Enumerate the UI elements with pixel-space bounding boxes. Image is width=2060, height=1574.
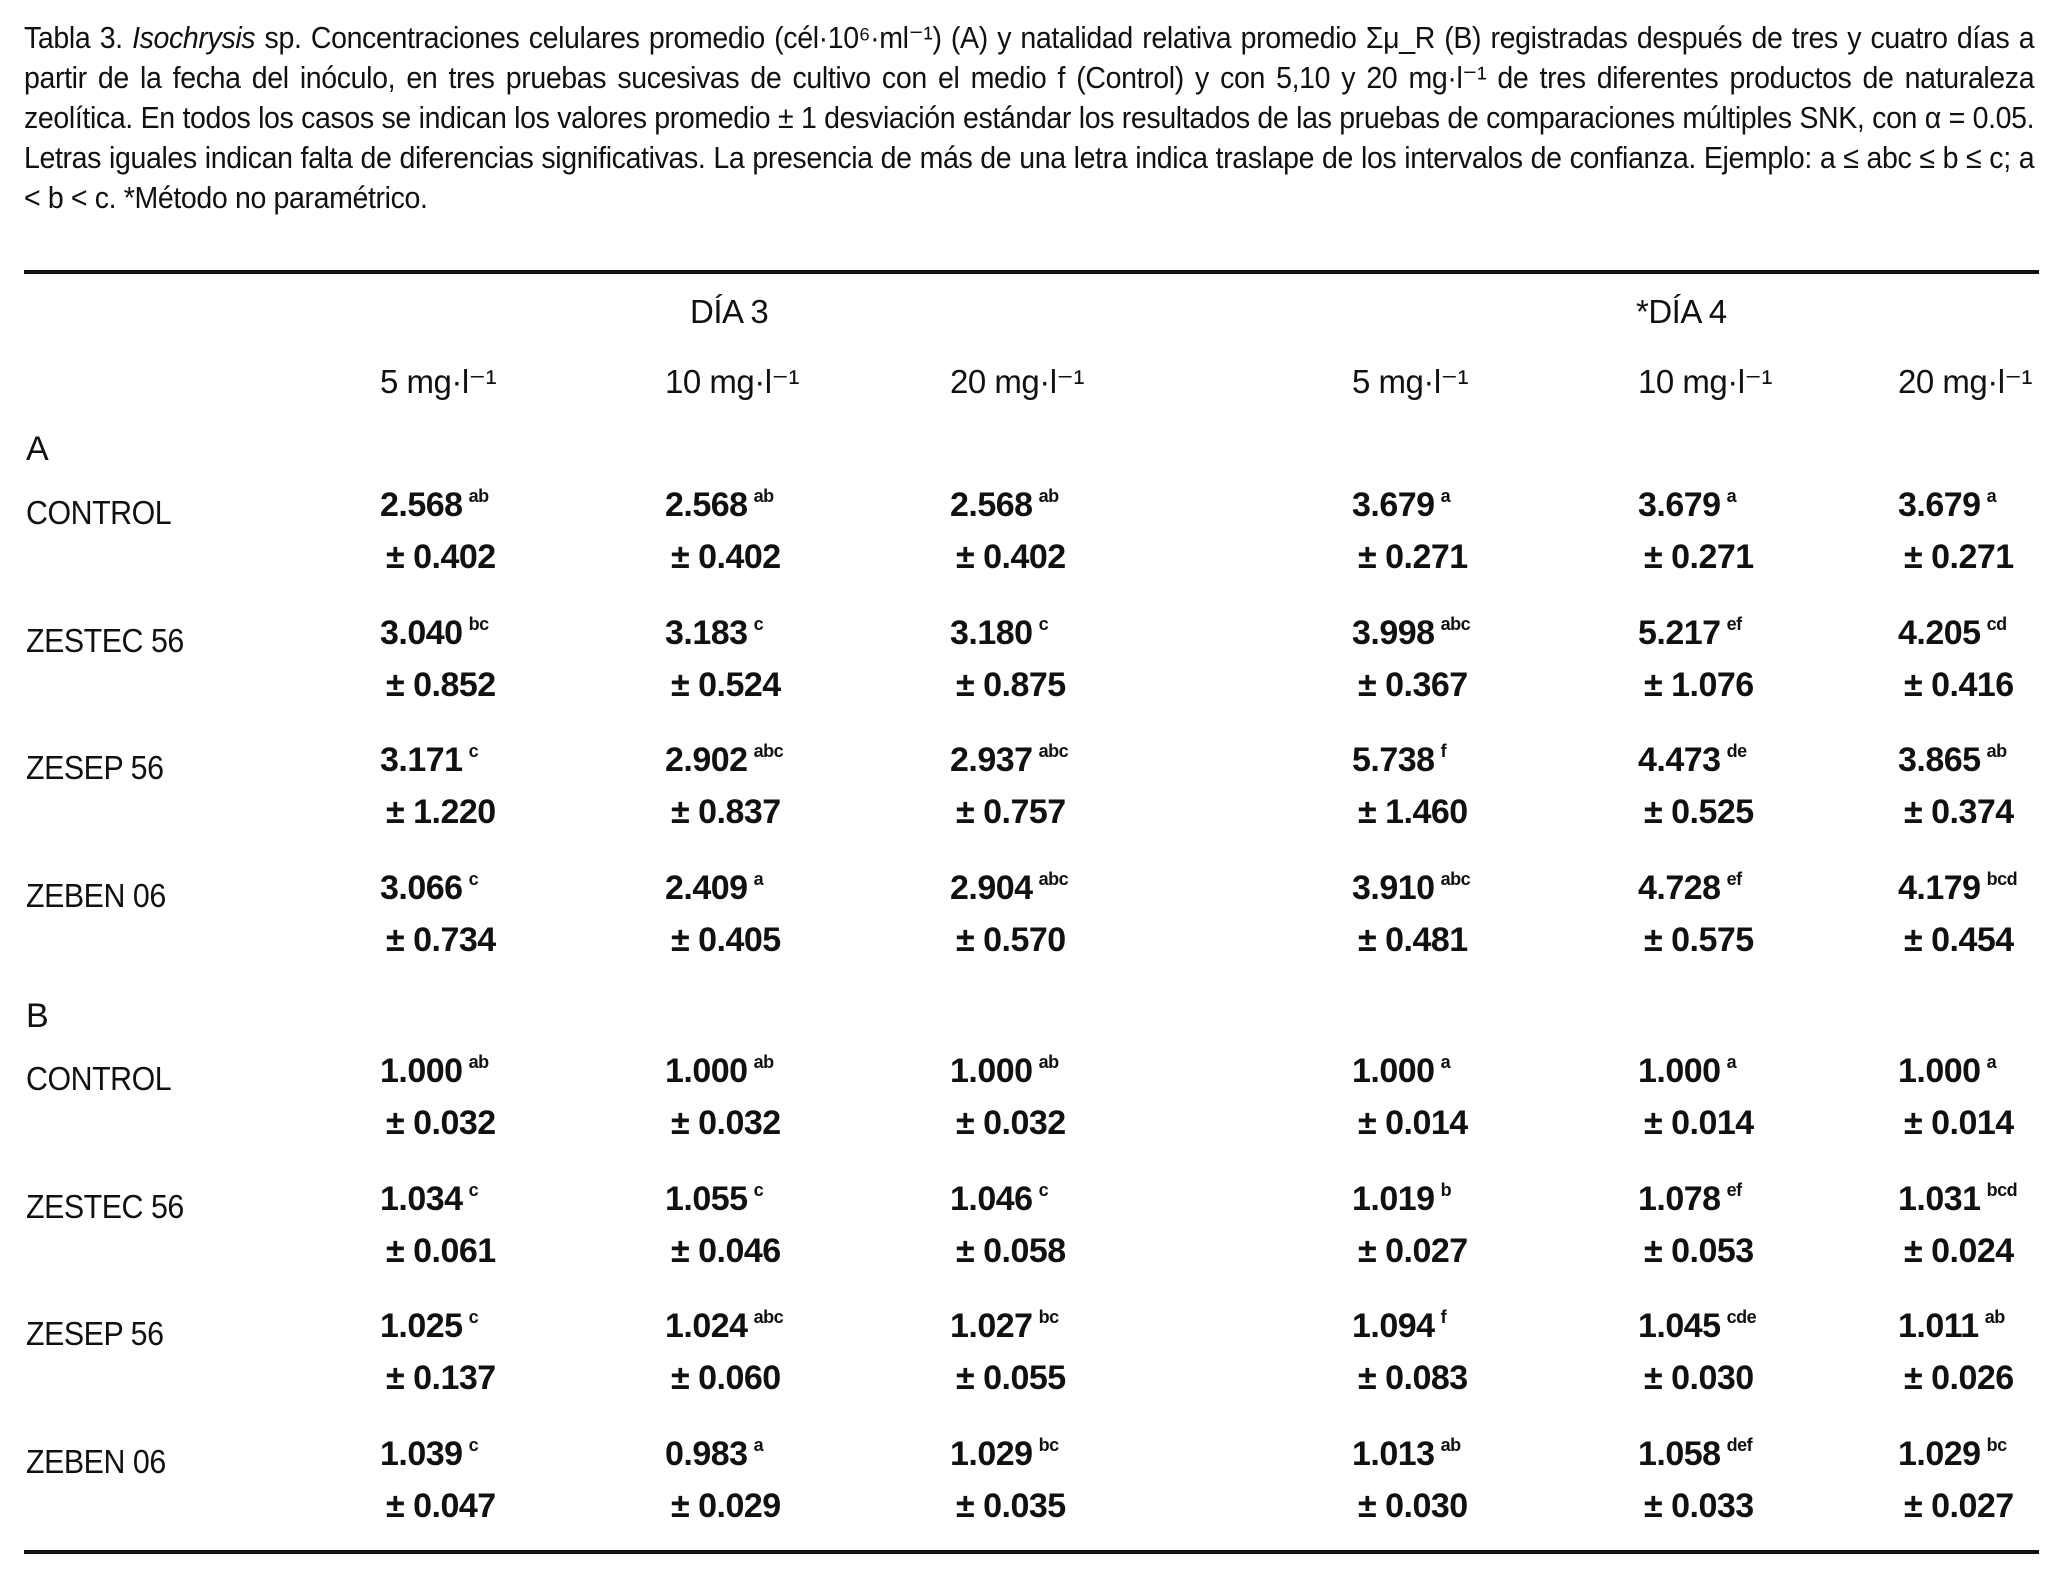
significance-letters: c [468, 741, 479, 761]
mean-value: 4.473 [1638, 741, 1721, 779]
column-header: 20 mg·l⁻¹ [1898, 363, 2032, 400]
significance-letters: a [1440, 486, 1451, 506]
section-label: B [26, 997, 49, 1035]
significance-letters: ef [1726, 1180, 1742, 1200]
mean-value: 1.013 [1352, 1435, 1435, 1473]
table-top-rule [24, 270, 2039, 274]
cell-sd: ± 0.454 [1904, 921, 2014, 959]
mean-value: 5.738 [1352, 741, 1435, 779]
significance-letters: ab [753, 1052, 774, 1072]
mean-value: 1.000 [665, 1052, 748, 1090]
cell-sd: ± 0.032 [386, 1104, 496, 1142]
cell-mean [665, 869, 763, 908]
column-header: 5 mg·l⁻¹ [380, 363, 497, 400]
cell-mean [1898, 741, 2007, 780]
significance-letters: bc [468, 614, 489, 634]
mean-value: 2.937 [950, 741, 1033, 779]
significance-letters: bcd [1986, 869, 2018, 889]
cell-sd: ± 0.032 [956, 1104, 1066, 1142]
cell-sd: ± 0.047 [386, 1487, 496, 1525]
significance-letters: ab [1986, 741, 2007, 761]
cell-sd: ± 1.220 [386, 793, 496, 831]
cell-sd: ± 0.083 [1358, 1359, 1468, 1397]
significance-letters: ab [753, 486, 774, 506]
significance-letters: def [1726, 1435, 1753, 1455]
mean-value: 1.029 [950, 1435, 1033, 1473]
cell-mean [665, 1307, 783, 1346]
cell-sd: ± 0.524 [671, 666, 781, 704]
cell-sd: ± 0.026 [1904, 1359, 2014, 1397]
row-label: CONTROL [26, 494, 172, 531]
cell-sd: ± 0.024 [1904, 1232, 2014, 1270]
cell-sd: ± 0.030 [1644, 1359, 1754, 1397]
significance-letters: abc [1440, 869, 1471, 889]
mean-value: 1.000 [1898, 1052, 1981, 1090]
caption-prefix: Tabla 3. [24, 20, 133, 55]
cell-sd: ± 0.875 [956, 666, 1066, 704]
cell-mean [380, 486, 489, 525]
mean-value: 2.904 [950, 869, 1033, 907]
cell-mean [1352, 1307, 1446, 1346]
cell-mean [1898, 1052, 1996, 1091]
cell-mean [1898, 486, 1996, 525]
cell-sd: ± 0.367 [1358, 666, 1468, 704]
cell-mean [665, 1435, 763, 1474]
cell-mean [1638, 614, 1742, 653]
cell-sd: ± 0.405 [671, 921, 781, 959]
mean-value: 3.180 [950, 614, 1033, 652]
significance-letters: abc [1038, 741, 1069, 761]
significance-letters: c [1038, 1180, 1049, 1200]
cell-mean [1352, 1052, 1450, 1091]
mean-value: 1.055 [665, 1180, 748, 1218]
significance-letters: cd [1986, 614, 2007, 634]
mean-value: 1.027 [950, 1307, 1033, 1345]
significance-letters: a [1986, 1052, 1997, 1072]
significance-letters: cde [1726, 1307, 1757, 1327]
significance-letters: a [753, 869, 764, 889]
mean-value: 1.025 [380, 1307, 463, 1345]
mean-value: 3.679 [1638, 486, 1721, 524]
cell-mean [380, 1052, 489, 1091]
mean-value: 3.910 [1352, 869, 1435, 907]
mean-value: 1.039 [380, 1435, 463, 1473]
cell-mean [950, 1180, 1048, 1219]
cell-sd: ± 0.402 [956, 538, 1066, 576]
cell-mean [1352, 869, 1470, 908]
column-header: 20 mg·l⁻¹ [950, 363, 1084, 400]
significance-letters: a [1726, 1052, 1737, 1072]
mean-value: 3.679 [1352, 486, 1435, 524]
cell-mean [1352, 741, 1446, 780]
mean-value: 4.205 [1898, 614, 1981, 652]
cell-mean [950, 1435, 1059, 1474]
cell-sd: ± 1.076 [1644, 666, 1754, 704]
mean-value: 1.034 [380, 1180, 463, 1218]
cell-sd: ± 0.033 [1644, 1487, 1754, 1525]
cell-mean [950, 741, 1068, 780]
mean-value: 1.031 [1898, 1180, 1981, 1218]
cell-mean [1898, 1180, 2017, 1219]
row-label: ZESEP 56 [26, 749, 164, 786]
row-label: ZEBEN 06 [26, 877, 166, 914]
row-label: ZESTEC 56 [26, 1188, 184, 1225]
row-label: ZESTEC 56 [26, 622, 184, 659]
cell-sd: ± 0.032 [671, 1104, 781, 1142]
mean-value: 1.000 [950, 1052, 1033, 1090]
cell-mean [950, 1052, 1059, 1091]
cell-mean [950, 486, 1059, 525]
significance-letters: bc [1038, 1307, 1059, 1327]
significance-letters: abc [1038, 869, 1069, 889]
cell-mean [1352, 1435, 1461, 1474]
row-label: CONTROL [26, 1060, 172, 1097]
cell-mean [1352, 486, 1450, 525]
significance-letters: ef [1726, 614, 1742, 634]
cell-sd: ± 0.060 [671, 1359, 781, 1397]
significance-letters: c [468, 1307, 479, 1327]
significance-letters: abc [753, 1307, 784, 1327]
mean-value: 2.902 [665, 741, 748, 779]
cell-mean [665, 486, 774, 525]
cell-mean [950, 869, 1068, 908]
mean-value: 1.046 [950, 1180, 1033, 1218]
mean-value: 3.865 [1898, 741, 1981, 779]
cell-sd: ± 0.402 [671, 538, 781, 576]
significance-letters: de [1726, 741, 1747, 761]
significance-letters: f [1440, 1307, 1447, 1327]
mean-value: 2.568 [665, 486, 748, 524]
cell-mean [1638, 1180, 1742, 1219]
cell-sd: ± 0.570 [956, 921, 1066, 959]
mean-value: 3.066 [380, 869, 463, 907]
cell-sd: ± 0.271 [1904, 538, 2014, 576]
cell-sd: ± 0.757 [956, 793, 1066, 831]
cell-sd: ± 0.137 [386, 1359, 496, 1397]
cell-sd: ± 0.852 [386, 666, 496, 704]
cell-mean [665, 741, 783, 780]
cell-sd: ± 0.014 [1644, 1104, 1754, 1142]
mean-value: 3.998 [1352, 614, 1435, 652]
significance-letters: a [1440, 1052, 1451, 1072]
significance-letters: ab [1038, 486, 1059, 506]
cell-mean [380, 741, 478, 780]
cell-mean [665, 1180, 763, 1219]
mean-value: 1.078 [1638, 1180, 1721, 1218]
significance-letters: a [753, 1435, 764, 1455]
cell-sd: ± 0.402 [386, 538, 496, 576]
significance-letters: ef [1726, 869, 1742, 889]
mean-value: 3.183 [665, 614, 748, 652]
column-header: 10 mg·l⁻¹ [665, 363, 799, 400]
cell-mean [1638, 1435, 1752, 1474]
row-label: ZESEP 56 [26, 1315, 164, 1352]
significance-letters: c [468, 1180, 479, 1200]
cell-mean [950, 614, 1048, 653]
significance-letters: ab [1440, 1435, 1461, 1455]
column-header: 10 mg·l⁻¹ [1638, 363, 1772, 400]
cell-mean [665, 1052, 774, 1091]
mean-value: 1.011 [1898, 1307, 1979, 1345]
cell-sd: ± 0.055 [956, 1359, 1066, 1397]
caption-species: Isochrysis [132, 20, 256, 55]
mean-value: 2.568 [380, 486, 463, 524]
significance-letters: f [1440, 741, 1447, 761]
cell-sd: ± 0.014 [1358, 1104, 1468, 1142]
significance-letters: c [468, 1435, 479, 1455]
mean-value: 1.000 [380, 1052, 463, 1090]
cell-sd: ± 0.525 [1644, 793, 1754, 831]
mean-value: 4.728 [1638, 869, 1721, 907]
mean-value: 3.040 [380, 614, 463, 652]
table-caption [24, 18, 2034, 218]
significance-letters: abc [1440, 614, 1471, 634]
mean-value: 2.568 [950, 486, 1033, 524]
cell-sd: ± 0.053 [1644, 1232, 1754, 1270]
cell-mean [1352, 1180, 1451, 1219]
cell-mean [665, 614, 763, 653]
mean-value: 1.058 [1638, 1435, 1721, 1473]
cell-mean [380, 614, 489, 653]
section-label: A [26, 430, 49, 468]
significance-letters: c [753, 1180, 764, 1200]
cell-mean [380, 869, 478, 908]
cell-mean [1638, 741, 1747, 780]
cell-mean [1638, 486, 1736, 525]
row-label: ZEBEN 06 [26, 1443, 166, 1480]
significance-letters: b [1440, 1180, 1452, 1200]
column-header: 5 mg·l⁻¹ [1352, 363, 1469, 400]
cell-sd: ± 0.027 [1358, 1232, 1468, 1270]
mean-value: 1.024 [665, 1307, 748, 1345]
cell-mean [1638, 1307, 1756, 1346]
significance-letters: bc [1986, 1435, 2007, 1455]
cell-sd: ± 0.046 [671, 1232, 781, 1270]
mean-value: 1.029 [1898, 1435, 1981, 1473]
caption-body: sp. Concentraciones celulares promedio (cél·10⁶·ml⁻¹) (A) y natalidad relativa promedio Σμ_R (B) registradas después de tres y cuatro días a partir de la fecha del inóculo, en tres pruebas sucesivas de cultivo con el medio f (Control) y con 5,10 y 20 mg·l⁻¹ de tres diferentes productos de naturaleza zeolítica. En todos los casos se indican los valores promedio ± 1 desviación estándar los resultados de las pruebas de comparaciones múltiples SNK, con α = 0.05. Letras iguales indican falta de diferencias significativas. La presencia de más de una letra indica traslape de los intervalos de confianza. Ejemplo: a ≤ abc ≤ b ≤ c; a < b < c. *Método no paramétrico. [24, 20, 2035, 215]
cell-mean [1898, 614, 2007, 653]
mean-value: 1.000 [1352, 1052, 1435, 1090]
cell-sd: ± 0.271 [1358, 538, 1468, 576]
significance-letters: bcd [1986, 1180, 2018, 1200]
cell-sd: ± 0.481 [1358, 921, 1468, 959]
cell-mean [1898, 1435, 2007, 1474]
cell-sd: ± 1.460 [1358, 793, 1468, 831]
cell-sd: ± 0.014 [1904, 1104, 2014, 1142]
mean-value: 1.094 [1352, 1307, 1435, 1345]
mean-value: 3.679 [1898, 486, 1981, 524]
significance-letters: c [468, 869, 479, 889]
mean-value: 4.179 [1898, 869, 1981, 907]
mean-value: 0.983 [665, 1435, 748, 1473]
significance-letters: ab [468, 486, 489, 506]
cell-mean [950, 1307, 1059, 1346]
significance-letters: a [1726, 486, 1737, 506]
mean-value: 1.000 [1638, 1052, 1721, 1090]
cell-sd: ± 0.374 [1904, 793, 2014, 831]
significance-letters: abc [753, 741, 784, 761]
significance-letters: bc [1038, 1435, 1059, 1455]
day-header: DÍA 3 [690, 293, 769, 330]
cell-sd: ± 0.061 [386, 1232, 496, 1270]
cell-mean [1638, 1052, 1736, 1091]
table-bottom-rule [24, 1550, 2039, 1554]
mean-value: 1.045 [1638, 1307, 1721, 1345]
cell-mean [1352, 614, 1470, 653]
cell-sd: ± 0.035 [956, 1487, 1066, 1525]
mean-value: 1.019 [1352, 1180, 1435, 1218]
cell-mean [380, 1435, 478, 1474]
mean-value: 2.409 [665, 869, 748, 907]
significance-letters: ab [468, 1052, 489, 1072]
cell-sd: ± 0.029 [671, 1487, 781, 1525]
significance-letters: a [1986, 486, 1997, 506]
cell-mean [1898, 1307, 2005, 1346]
cell-sd: ± 0.416 [1904, 666, 2014, 704]
mean-value: 3.171 [380, 741, 463, 779]
significance-letters: ab [1038, 1052, 1059, 1072]
cell-mean [1898, 869, 2017, 908]
cell-sd: ± 0.027 [1904, 1487, 2014, 1525]
cell-mean [380, 1307, 478, 1346]
cell-sd: ± 0.058 [956, 1232, 1066, 1270]
cell-sd: ± 0.030 [1358, 1487, 1468, 1525]
mean-value: 5.217 [1638, 614, 1721, 652]
cell-sd: ± 0.271 [1644, 538, 1754, 576]
day-header: *DÍA 4 [1636, 293, 1727, 330]
significance-letters: c [753, 614, 764, 634]
significance-letters: c [1038, 614, 1049, 634]
cell-mean [380, 1180, 478, 1219]
cell-mean [1638, 869, 1742, 908]
cell-sd: ± 0.837 [671, 793, 781, 831]
cell-sd: ± 0.734 [386, 921, 496, 959]
significance-letters: ab [1984, 1307, 2005, 1327]
cell-sd: ± 0.575 [1644, 921, 1754, 959]
